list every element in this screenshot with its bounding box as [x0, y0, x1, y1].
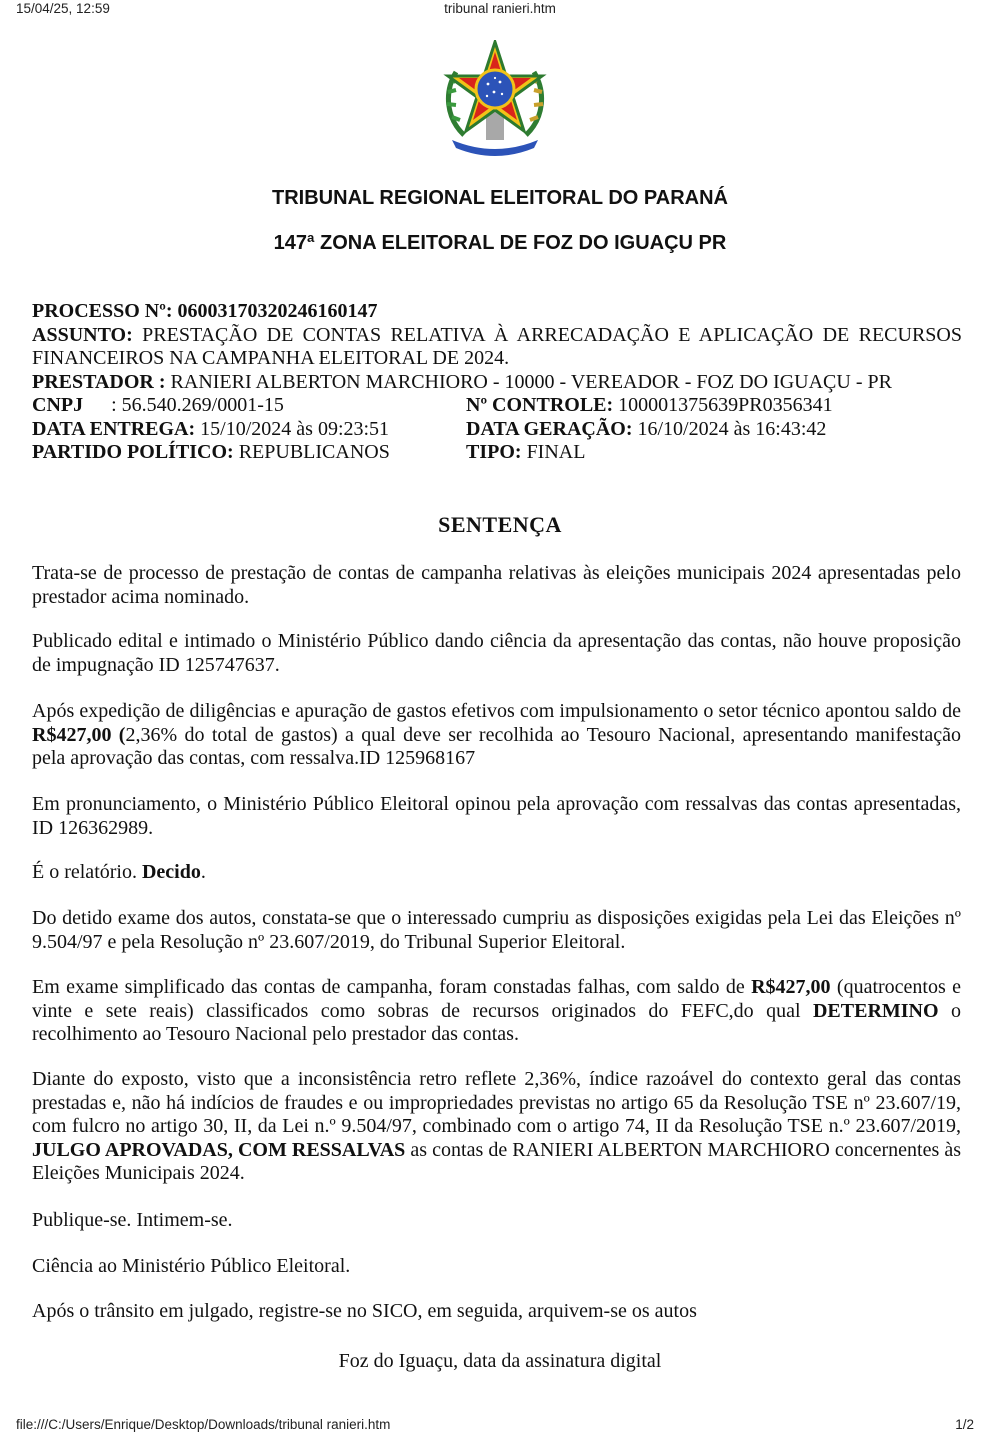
- paragraph-4: [32, 793, 961, 840]
- paragraph-8-verdict: JULGO APROVADAS, COM RESSALVAS: [32, 1138, 406, 1161]
- print-page-number: 1/2: [955, 1417, 974, 1432]
- paragraph-7-text-c: (quatrocentos e vinte e sete reais) classificados como sobras de recursos originados do FEFC,do qual: [32, 976, 961, 1022]
- paragraph-8: [32, 1068, 961, 1186]
- paragraph-2: [32, 630, 961, 677]
- cnpj-value: : 56.540.269/0001-15: [111, 394, 284, 416]
- starry-disk: [476, 70, 514, 108]
- prestador-value: RANIERI ALBERTON MARCHIORO - 10000 - VEREADOR - FOZ DO IGUAÇU - PR: [170, 370, 892, 393]
- entrega-value: 15/10/2024 às 09:23:51: [200, 417, 390, 440]
- processo-row: [32, 300, 962, 324]
- browser-print-header: [0, 1, 1000, 19]
- paragraph-4-text: Em pronunciamento, o Ministério Público Eleitoral opinou pela aprovação com ressalvas das contas apresentadas, ID 126362989.: [32, 793, 961, 839]
- prestador-row: [32, 371, 962, 395]
- paragraph-8-text-c: as contas de RANIERI ALBERTON MARCHIORO concernentes às Eleições Municipais 2024.: [32, 1138, 961, 1184]
- paragraph-10: [32, 1255, 961, 1279]
- paragraph-3-amount: R$427,00 (: [32, 723, 126, 746]
- paragraph-11: [32, 1300, 961, 1324]
- print-datetime: 15/04/25, 12:59: [16, 1, 110, 16]
- tipo-label: TIPO:: [466, 441, 522, 463]
- paragraph-9: [32, 1209, 961, 1233]
- court-title: TRIBUNAL REGIONAL ELEITORAL DO PARANÁ: [272, 187, 728, 209]
- partido-row: [32, 441, 962, 465]
- cnpj-label: CNPJ: [32, 394, 84, 416]
- processo-value: 06003170320246160147: [177, 300, 378, 322]
- assunto-label: ASSUNTO:: [32, 323, 133, 346]
- paragraph-3: [32, 700, 961, 771]
- paragraph-7-amount: R$427,00: [751, 976, 831, 998]
- paragraph-11-text: Após o trânsito em julgado, registre-se no SICO, em seguida, arquivem-se os autos: [32, 1300, 697, 1322]
- process-metadata: [32, 300, 962, 465]
- datas-row: [32, 418, 962, 442]
- paragraph-5: [32, 861, 961, 885]
- paragraph-1: [32, 562, 961, 609]
- paragraph-3-text-c: 2,36% do total de gastos) a qual deve ser recolhida ao Tesouro Nacional, apresentando manifestação pela aprovação das contas, com ressalva.ID 125968167: [32, 723, 962, 769]
- paragraph-10-text: Ciência ao Ministério Público Eleitoral.: [32, 1255, 351, 1277]
- tipo-value: FINAL: [526, 441, 586, 463]
- brazil-coat-of-arms-emblem: [442, 40, 548, 156]
- assunto-row: [32, 324, 962, 371]
- print-file-url: file:///C:/Users/Enrique/Desktop/Downloads/tribunal ranieri.htm: [16, 1417, 391, 1432]
- processo-label: PROCESSO Nº:: [32, 300, 173, 322]
- geracao-value: 16/10/2024 às 16:43:42: [637, 417, 827, 440]
- paragraph-1-text: Trata-se de processo de prestação de contas de campanha relativas às eleições municipais 2024 apresentadas pelo prestador acima nominado.: [32, 562, 961, 608]
- print-page-title: tribunal ranieri.htm: [444, 1, 556, 16]
- zone-title: 147ª ZONA ELEITORAL DE FOZ DO IGUAÇU PR: [273, 232, 727, 254]
- paragraph-6-text: Do detido exame dos autos, constata-se que o interessado cumpriu as disposições exigidas pela Lei das Eleições nº 9.504/97 e pela Resolução nº 23.607/2019, do Tribunal Superior Eleitoral.: [32, 907, 961, 953]
- entrega-label: DATA ENTREGA:: [32, 417, 196, 440]
- partido-value: REPUBLICANOS: [238, 441, 390, 463]
- paragraph-9-text: Publique-se. Intimem-se.: [32, 1209, 233, 1231]
- paragraph-7-text-e: o recolhimento ao Tesouro Nacional pelo prestador das contas.: [32, 999, 961, 1045]
- signature-line: Foz do Iguaçu, data da assinatura digital: [338, 1350, 662, 1372]
- paragraph-8-text-a: Diante do exposto, visto que a inconsistência retro reflete 2,36%, índice razoável do contexto geral das contas prestadas e, não há indícios de fraudes e ou impropriedades previstas no artigo 65 da Resolução TSE nº 23.607/19, com fulcro no artigo 30, II, da Lei n.º 9.504/97, combinado com o artigo 74, II da Resolução TSE n.º 23.607/2019,: [32, 1068, 961, 1137]
- partido-label: PARTIDO POLÍTICO:: [32, 441, 234, 463]
- paragraph-5-text-a: É o relatório.: [32, 861, 142, 883]
- cnpj-row: [32, 394, 962, 418]
- ribbon: [452, 140, 538, 156]
- paragraph-6: [32, 907, 961, 954]
- paragraph-7: [32, 976, 961, 1047]
- sentenca-heading: SENTENÇA: [438, 512, 562, 537]
- prestador-label: PRESTADOR :: [32, 370, 166, 393]
- controle-label: Nº CONTROLE:: [466, 394, 614, 416]
- paragraph-7-determino: DETERMINO: [812, 999, 939, 1022]
- browser-print-footer: [0, 1417, 1000, 1435]
- paragraph-5-text-c: .: [200, 861, 206, 883]
- paragraph-7-text-a: Em exame simplificado das contas de campanha, foram constadas falhas, com saldo de: [32, 976, 752, 998]
- paragraph-2-text: Publicado edital e intimado o Ministério Público dando ciência da apresentação das contas, não houve proposição de impugnação ID 125747637.: [32, 630, 961, 676]
- controle-value: 100001375639PR0356341: [618, 394, 833, 416]
- geracao-label: DATA GERAÇÃO:: [466, 417, 633, 440]
- paragraph-3-text-a: Após expedição de diligências e apuração de gastos efetivos com impulsionamento o setor técnico apontou saldo de: [32, 700, 961, 722]
- paragraph-5-decido: Decido: [141, 861, 201, 883]
- assunto-value: PRESTAÇÃO DE CONTAS RELATIVA À ARRECADAÇÃO E APLICAÇÃO DE RECURSOS FINANCEIROS NA CAMPANHA ELEITORAL DE 2024.: [32, 323, 962, 369]
